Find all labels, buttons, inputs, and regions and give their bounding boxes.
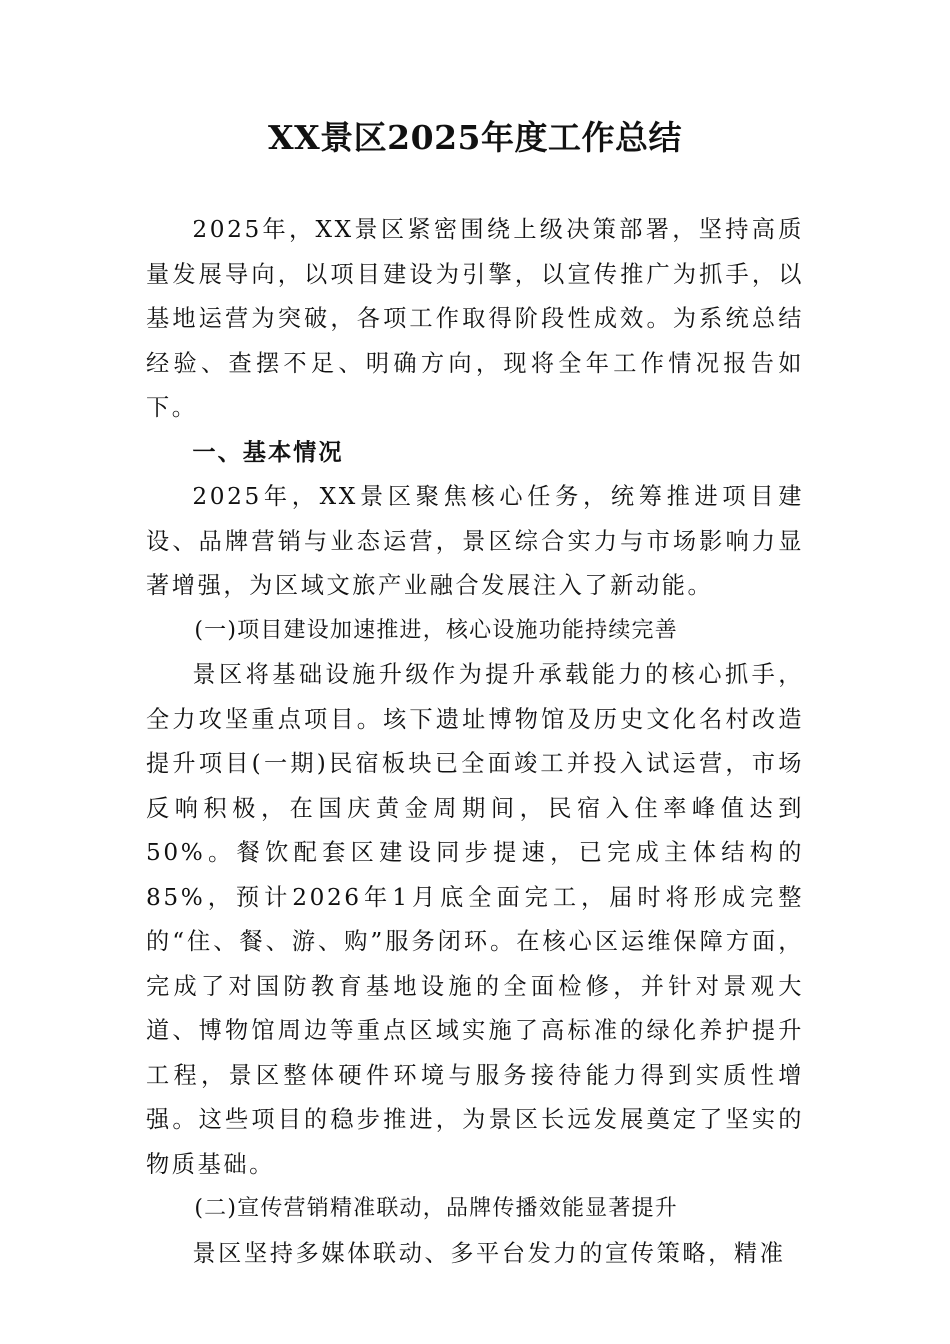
section-summary-paragraph: 2025年，XX景区聚焦核心任务，统筹推进项目建设、品牌营销与业态运营，景区综合实力与市场影响力显著增强，为区域文旅产业融合发展注入了新动能。 <box>146 483 804 599</box>
document-title: XX景区2025年度工作总结 <box>267 118 683 157</box>
section-heading-basic-situation: 一、基本情况 <box>192 438 344 466</box>
subsection-heading-marketing: (二)宣传营销精准联动，品牌传播效能显著提升 <box>194 1196 678 1221</box>
subsection-heading-project-construction: (一)项目建设加速推进，核心设施功能持续完善 <box>194 617 678 643</box>
intro-paragraph: 2025年，XX景区紧密围绕上级决策部署，坚持高质量发展导向，以项目建设为引擎，以宣传推广为抓手，以基地运营为突破，各项工作取得阶段性成效。为系统总结经验、查摆不足、明确方向，现将全年工作情况报告如下。 <box>146 216 804 421</box>
marketing-paragraph: 景区坚持多媒体联动、多平台发力的宣传策略，精准 <box>192 1239 786 1267</box>
document-body <box>146 208 804 1276</box>
project-construction-paragraph: 景区将基础设施升级作为提升承载能力的核心抓手，全力攻坚重点项目。垓下遗址博物馆及历史文化名村改造提升项目(一期)民宿板块已全面竣工并投入试运营，市场反响积极，在国庆黄金周期间，民宿入住率峰值达到50%。餐饮配套区建设同步提速，已完成主体结构的85%，预计2026年1月底全面完工，届时将形成完整的“住、餐、游、购”服务闭环。在核心区运维保障方面，完成了对国防教育基地设施的全面检修，并针对景观大道、博物馆周边等重点区域实施了高标准的绿化养护提升工程，景区整体硬件环境与服务接待能力得到实质性增强。这些项目的稳步推进，为景区长远发展奠定了坚实的物质基础。 <box>146 661 804 1178</box>
